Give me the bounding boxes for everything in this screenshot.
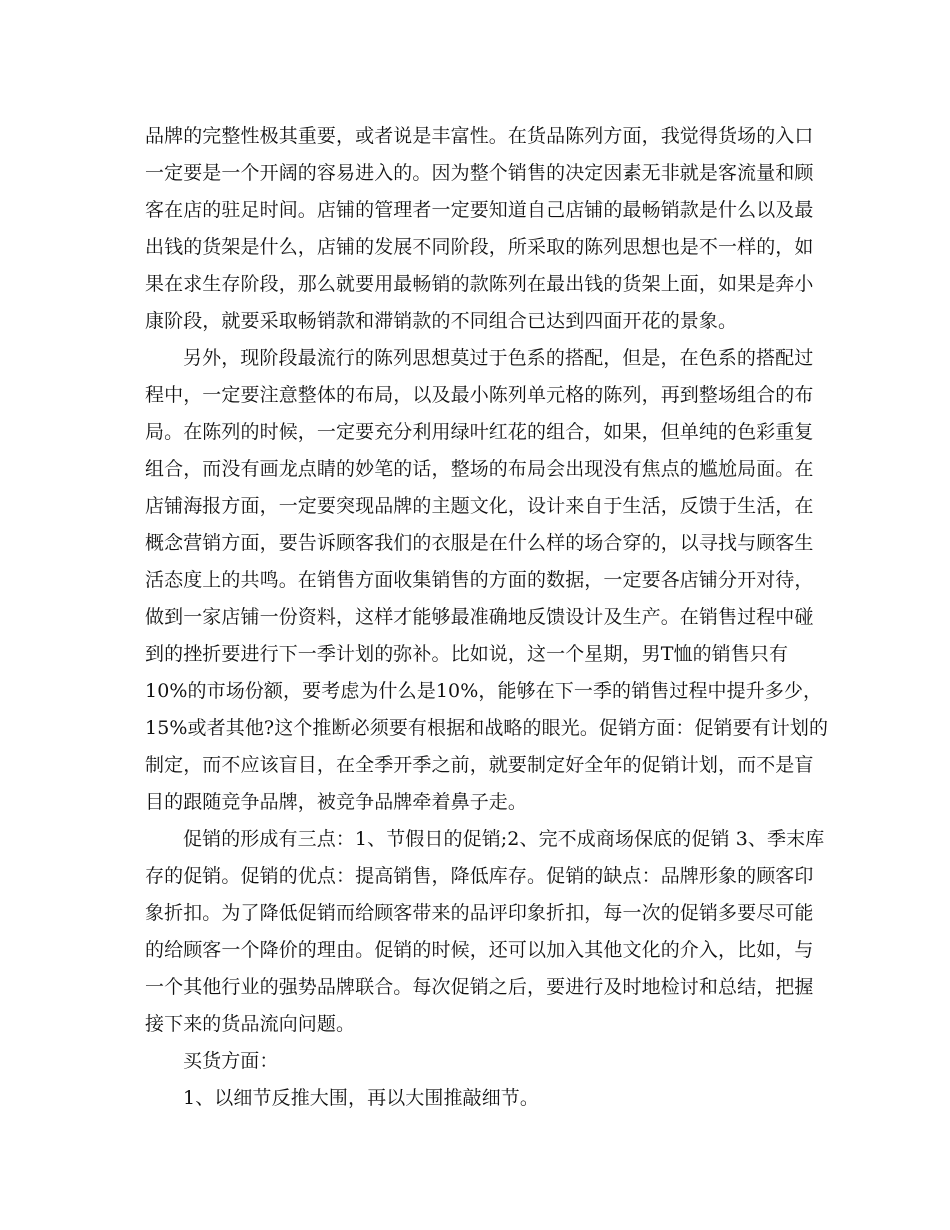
text-line: 果在求生存阶段，那么就要用最畅销的款陈列在最出钱的货架上面，如果是奔小: [145, 273, 814, 295]
paragraph: [145, 1043, 810, 1080]
paragraph: [145, 118, 814, 340]
text-line: 一定要是一个开阔的容易进入的。因为整个销售的决定因素无非就是客流量和顾: [145, 162, 814, 184]
text-line: 一个其他行业的强势品牌联合。每次促销之后，要进行及时地检讨和总结，把握: [145, 976, 814, 998]
paragraph: [145, 821, 825, 1043]
text-line: 买货方面：: [183, 1050, 279, 1072]
text-line: 概念营销方面，要告诉顾客我们的衣服是在什么样的场合穿的，以寻找与顾客生: [145, 532, 814, 554]
text-line: 品牌的完整性极其重要，或者说是丰富性。在货品陈列方面，我觉得货场的入口: [145, 125, 814, 147]
text-line: 组合，而没有画龙点睛的妙笔的话，整场的布局会出现没有焦点的尴尬局面。在: [145, 458, 814, 480]
text-line: 另外，现阶段最流行的陈列思想莫过于色系的搭配，但是，在色系的搭配过: [183, 347, 814, 369]
text-line: 目的跟随竞争品牌，被竞争品牌牵着鼻子走。: [145, 791, 528, 813]
text-line: 促销的形成有三点：1、节假日的促销;2、完不成商场保底的促销 3、季末库: [183, 828, 825, 850]
text-line: 15%或者其他?这个推断必须要有根据和战略的眼光。促销方面：促销要有计划的: [145, 717, 829, 739]
text-line: 活态度上的共鸣。在销售方面收集销售的方面的数据，一定要各店铺分开对待，: [145, 569, 814, 591]
text-line: 客在店的驻足时间。店铺的管理者一定要知道自己店铺的最畅销款是什么以及最: [145, 199, 814, 221]
text-line: 做到一家店铺一份资料，这样才能够最准确地反馈设计及生产。在销售过程中碰: [145, 606, 814, 628]
text-line: 10%的市场份额，要考虑为什么是10%，能够在下一季的销售过程中提升多少，: [145, 680, 823, 702]
text-line: 到的挫折要进行下一季计划的弥补。比如说，这一个星期，男T恤的销售只有: [145, 643, 789, 665]
paragraph: [145, 340, 829, 821]
text-line: 出钱的货架是什么，店铺的发展不同阶段，所采取的陈列思想也是不一样的，如: [145, 236, 814, 258]
document-body: [145, 118, 829, 1117]
text-line: 接下来的货品流向问题。: [145, 1013, 356, 1035]
paragraph: [145, 1080, 810, 1117]
text-line: 局。在陈列的时候，一定要充分利用绿叶红花的组合，如果，但单纯的色彩重复: [145, 421, 814, 443]
text-line: 康阶段，就要采取畅销款和滞销款的不同组合已达到四面开花的景象。: [145, 310, 738, 332]
text-line: 制定，而不应该盲目，在全季开季之前，就要制定好全年的促销计划，而不是盲: [145, 754, 814, 776]
text-line: 1、以细节反推大围，再以大围推敲细节。: [183, 1087, 539, 1109]
text-line: 象折扣。为了降低促销而给顾客带来的品评印象折扣，每一次的促销多要尽可能: [145, 902, 814, 924]
text-line: 存的促销。促销的优点：提高销售，降低库存。促销的缺点：品牌形象的顾客印: [145, 865, 814, 887]
text-line: 店铺海报方面，一定要突现品牌的主题文化，设计来自于生活，反馈于生活，在: [145, 495, 814, 517]
text-line: 的给顾客一个降价的理由。促销的时候，还可以加入其他文化的介入，比如，与: [145, 939, 814, 961]
text-line: 程中，一定要注意整体的布局，以及最小陈列单元格的陈列，再到整场组合的布: [145, 384, 814, 406]
